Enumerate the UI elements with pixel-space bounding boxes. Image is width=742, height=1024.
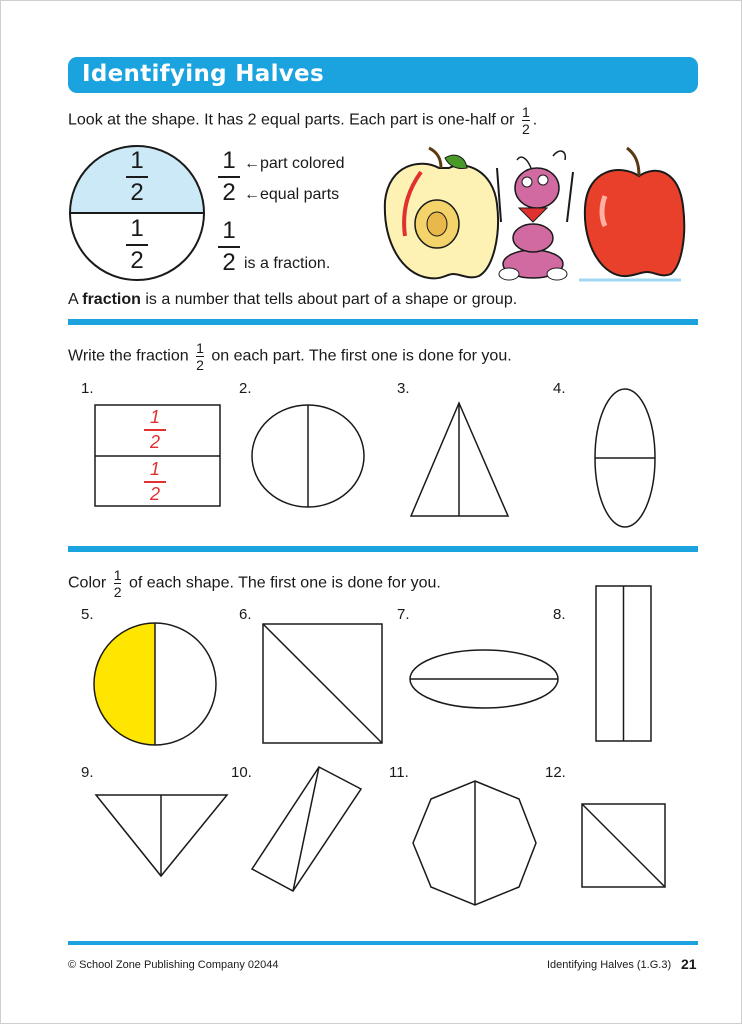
numerator: 1 [222,217,236,244]
instruction-fraction [114,568,122,599]
fraction-numerator: 1 [196,340,204,356]
is-a-fraction-label: is a fraction. [244,255,331,272]
intro-line [68,105,537,136]
denominator: 2 [149,432,160,452]
arrow-icon: ← [244,155,260,172]
numerator: 1 [130,147,144,174]
instruction-fraction [196,341,204,372]
labeled-fraction [218,148,240,206]
shape-12-square[interactable] [581,803,667,889]
instruction-text: of each shape. The first one is done for you. [128,574,441,592]
instruction-text: Write the fraction [68,347,189,365]
footer-rule [68,941,698,945]
apple-icon [585,170,684,276]
denominator: 2 [222,179,236,206]
page-title: Identifying Halves [82,61,324,87]
shape-9-inverted-triangle[interactable] [95,794,229,878]
fraction-denominator: 2 [196,357,204,373]
fraction-denominator: 2 [521,121,530,137]
item-number: 12. [545,764,566,781]
item-number: 6. [239,606,252,623]
denominator: 2 [149,484,160,504]
arrow-icon: ← [244,186,260,203]
apples-and-ant-illustration [381,146,681,281]
divider-rule [68,319,698,325]
equal-parts-text: equal parts [260,186,340,203]
item-number: 5. [81,606,94,623]
is-a-fraction-fraction [218,218,240,276]
item-number: 11. [389,764,409,781]
item-number: 3. [397,380,410,397]
definition-term: fraction [82,291,141,308]
shape-5-circle-colored[interactable] [93,622,217,746]
copyright-text: © School Zone Publishing Company 02044 [68,959,279,971]
page-number: 21 [681,956,697,972]
item-number: 1. [81,380,94,397]
denominator: 2 [222,249,236,276]
intro-fraction [522,105,530,136]
shape-2-circle[interactable] [251,404,365,508]
fraction-denominator: 2 [113,584,122,600]
shape-10-tilted-rectangle[interactable] [251,765,363,893]
shape-6-square[interactable] [262,623,384,745]
equal-parts-label [244,186,339,204]
denominator: 2 [130,179,144,206]
part-colored-text: part colored [260,155,345,172]
instruction-text: on each part. The first one is done for you. [211,347,512,365]
answer-fraction-bottom [144,460,166,504]
item-number: 7. [397,606,410,623]
section1-instruction [68,341,512,372]
definition-text: is a number that tells about part of a shape or group. [145,291,518,308]
definition-prefix: A [68,291,78,308]
circle-top-fraction [126,148,148,206]
instruction-text: Color [68,574,107,592]
fraction-numerator: 1 [113,567,122,583]
title-banner [68,57,698,93]
intro-text: Look at the shape. It has 2 equal parts. Each part is one-half or [68,111,515,129]
numerator: 1 [149,407,160,427]
numerator: 1 [222,147,236,174]
shape-3-triangle[interactable] [410,402,510,518]
answer-fraction-top [144,408,166,452]
numerator: 1 [130,215,144,242]
item-number: 10. [231,764,252,781]
item-number: 8. [553,606,566,623]
circle-bottom-fraction [126,216,148,274]
definition-line [68,291,517,309]
denominator: 2 [130,247,144,274]
shape-4-oval[interactable] [594,388,656,528]
item-number: 9. [81,764,94,781]
divider-rule [68,546,698,552]
item-number: 2. [239,380,252,397]
ant-icon [497,151,573,280]
part-colored-label [244,155,345,173]
item-number: 4. [553,380,566,397]
shape-11-octagon[interactable] [412,780,538,906]
numerator: 1 [149,459,160,479]
shape-8-tall-rectangle[interactable] [595,585,653,743]
intro-period: . [532,111,538,129]
shape-7-ellipse[interactable] [408,648,560,710]
fraction-numerator: 1 [521,104,530,120]
footer-topic: Identifying Halves (1.G.3) [547,959,672,971]
section2-instruction [68,568,441,599]
